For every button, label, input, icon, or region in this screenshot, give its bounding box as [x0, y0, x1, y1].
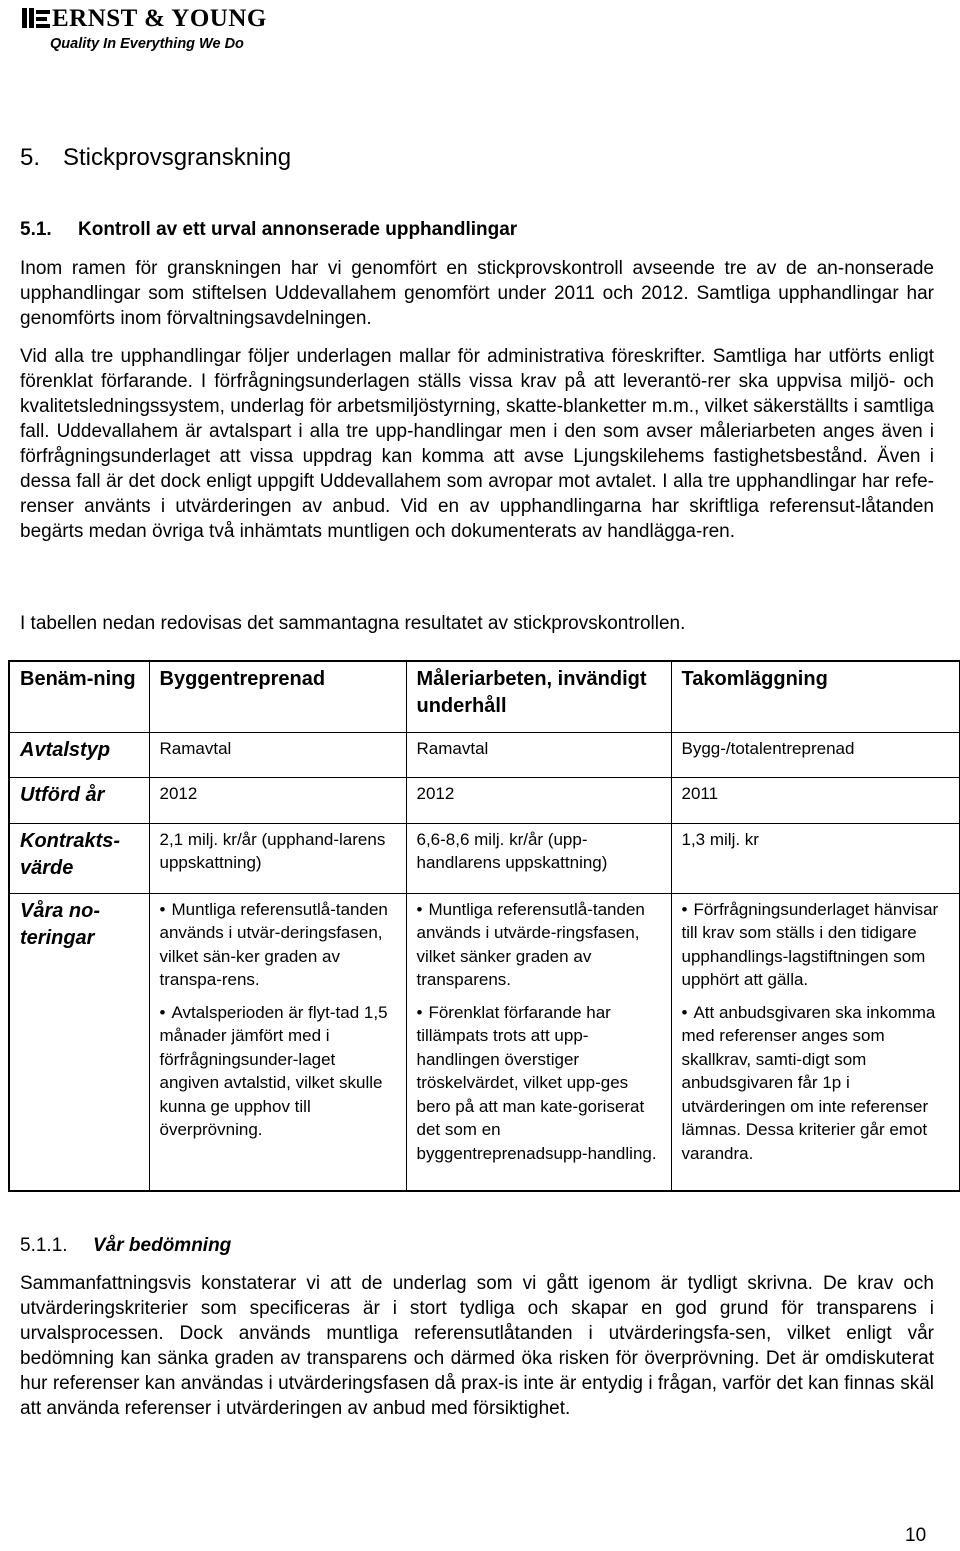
note-item: • Att anbudsgivaren ska inkomma med referenser anges som skallkrav, samti-digt som anbudsgivaren får 1p i utvärderingen om inte referenser lämnas. Dessa kriterier går emot varandra.: [682, 1001, 952, 1166]
note-item: • Muntliga referensutlå-tanden används i utvärde-ringsfasen, vilket sänker graden av transparens.: [417, 898, 663, 992]
subsection-title: Kontroll av ett urval annonserade upphandlingar: [78, 219, 518, 240]
table-cell: Ramavtal: [406, 732, 671, 777]
table-cell: Ramavtal: [149, 732, 406, 777]
company-logo: [22, 4, 267, 54]
note-item: • Muntliga referensutlå-tanden används i utvär-deringsfasen, vilket sän-ker graden av transpa-rens.: [160, 898, 398, 992]
table-cell: 2012: [406, 777, 671, 823]
note-item: • Förfrågningsunderlaget hänvisar till krav som ställs i den tidigare upphandlings-lagstiftningen som upphört att gälla.: [682, 898, 952, 992]
logo-mark-icon: [22, 8, 50, 30]
table-row: [9, 732, 960, 777]
table-header-row: [9, 661, 960, 732]
table-header-cell: Benäm-ning: [9, 661, 149, 732]
paragraph-table-intro: I tabellen nedan redovisas det sammantagna resultatet av stickprovskontrollen.: [20, 613, 686, 634]
table-cell: 2011: [671, 777, 960, 823]
notes-cell: [406, 893, 671, 1191]
section-heading: [20, 144, 291, 172]
logo-tagline: Quality In Everything We Do: [50, 36, 244, 52]
note-item: • Avtalsperioden är flyt-tad 1,5 månader jämfört med i förfrågningsunder-laget angiven avtalstid, vilket skulle kunna ge upphov till överprövning.: [160, 1001, 398, 1142]
paragraph-assessment: Sammanfattningsvis konstaterar vi att de underlag som vi gått igenom är tydligt skrivna. De krav och utvärderingskriterier som specificeras är i stort tydliga och skapar en god grund för transparens i urvalsprocessen. Dock används muntliga referensutlåtanden i utvärderingsfa-sen, vilket enligt vår bedömning kan sänka graden av transparens och därmed öka risken för överprövning. Det är omdiskuterat hur referenser kan användas i utvärderingsfasen då prax-is inte är entydig i frågan, varför det kan finnas skäl att använda referenser i utvärderingen av anbud med försiktighet.: [20, 1273, 934, 1419]
paragraph-findings: Vid alla tre upphandlingar följer underlagen mallar för administrativa föreskrifter. Samtliga har utförts enligt förenklat förfarande. I förfrågningsunderlagen ställs vissa krav på att leverantö-rer ska uppvisa miljö- och kvalitetsledningssystem, underlag för arbetsmiljöstyrning, skatte-blanketter m.m., vilket säkerställts i samtliga fall. Uddevallahem är avtalspart i alla tre upp-handlingar men i den som avser måleriarbeten anges även i förfrågningsunderlaget att vissa uppdrag kan komma att avse Ljungskilehems fastighetsbestånd. Även i dessa fall är det dock enligt uppgift Uddevallahem som avropar mot avtalet. I alla tre upphandlingar har refe-renser använts i utvärderingen av anbud. Vid en av upphandlingarna har skriftliga referensut-låtanden begärts medan övriga två inhämtats muntligen och dokumenterats av handlägga-ren.: [20, 346, 934, 542]
table-header-cell: Takomläggning: [671, 661, 960, 732]
table-cell: Bygg-/totalentreprenad: [671, 732, 960, 777]
row-label: Avtalstyp: [9, 732, 149, 777]
notes-cell: [671, 893, 960, 1191]
table-row-notes: [9, 893, 960, 1191]
subsection-number: 5.1.: [20, 219, 52, 240]
page-number: 10: [905, 1525, 927, 1546]
subsubsection-title: Vår bedömning: [93, 1235, 232, 1256]
paragraph-intro: Inom ramen för granskningen har vi genomfört en stickprovskontroll avseende tre av de an-nonserade upphandlingar som stiftelsen Uddevallahem genomfört under 2011 och 2012. Samtliga upphandlingar har genomförts inom förvaltningsavdelningen.: [20, 258, 934, 329]
section-title: Stickprovsgranskning: [63, 144, 292, 171]
table-cell: 1,3 milj. kr: [671, 823, 960, 893]
table-row: [9, 823, 960, 893]
row-label: Våra no-teringar: [9, 893, 149, 1191]
table-row: [9, 777, 960, 823]
table-header-cell: Byggentreprenad: [149, 661, 406, 732]
row-label: Utförd år: [9, 777, 149, 823]
table-cell: 6,6-8,6 milj. kr/år (upp-handlarens uppskattning): [406, 823, 671, 893]
note-item: • Förenklat förfarande har tillämpats trots att upp-handlingen överstiger tröskelvärdet, vilket upp-ges bero på att man kate-goriserat det som en byggentreprenadsupp-handling.: [417, 1001, 663, 1166]
row-label: Kontrakts-värde: [9, 823, 149, 893]
table-cell: 2,1 milj. kr/år (upphand-larens uppskattning): [149, 823, 406, 893]
notes-cell: [149, 893, 406, 1191]
logo-name: ERNST & YOUNG: [52, 5, 267, 32]
subsubsection-number: 5.1.1.: [20, 1235, 68, 1256]
subsubsection-heading: [20, 1235, 231, 1257]
table-header-cell: Måleriarbeten, invändigt underhåll: [406, 661, 671, 732]
subsection-heading: [20, 219, 517, 241]
table-cell: 2012: [149, 777, 406, 823]
results-table: [8, 660, 960, 1192]
section-number: 5.: [20, 144, 41, 171]
